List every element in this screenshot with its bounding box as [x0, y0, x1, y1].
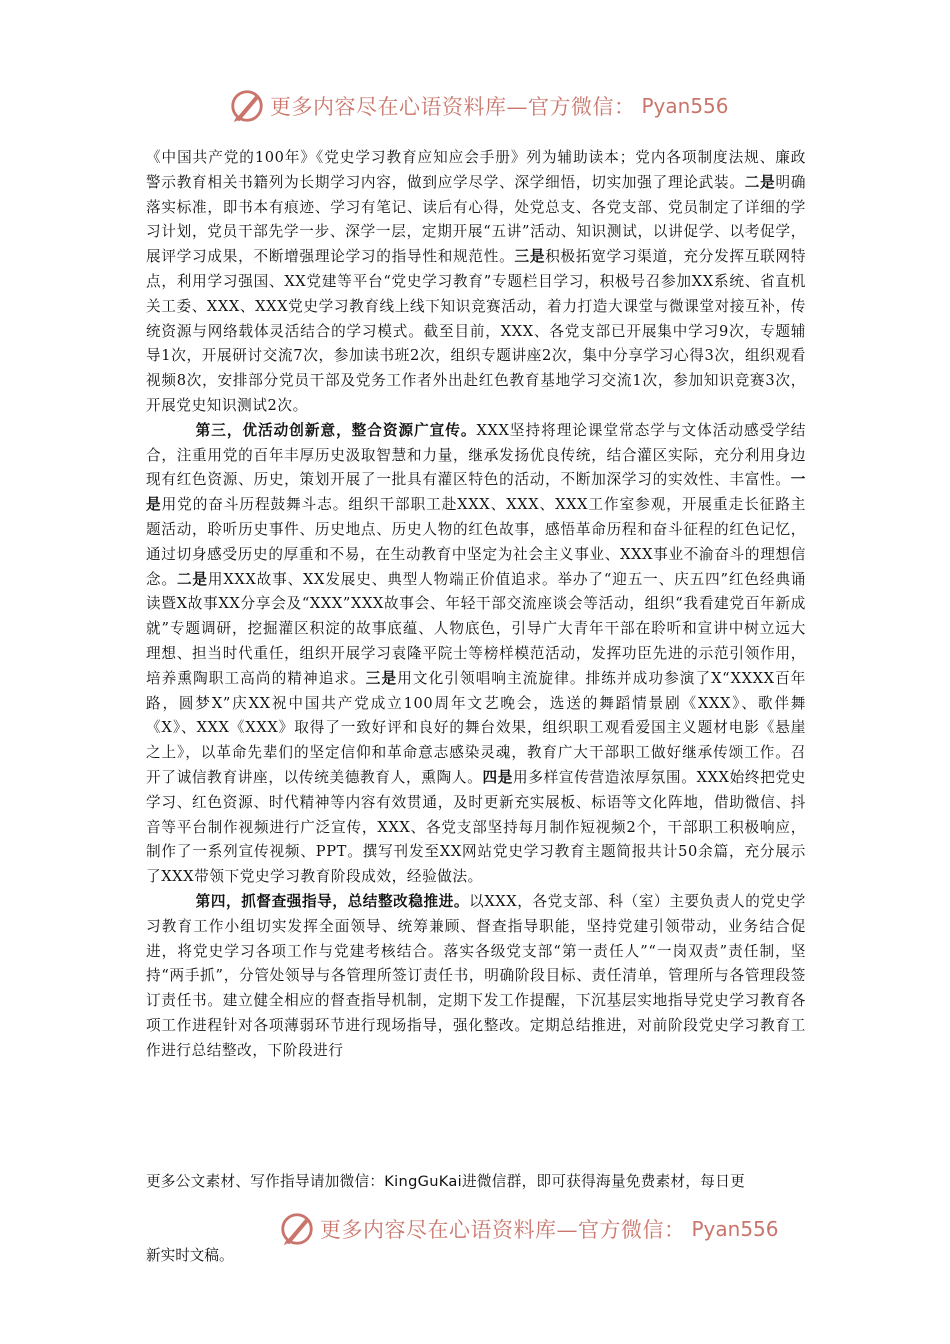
banner-wechat-id: Pyan556: [691, 1217, 779, 1241]
banner-text: 更多内容尽在心语资料库—官方微信：: [320, 1218, 686, 1242]
section-heading-3: 第三，优活动创新意，整合资源广宣传。: [195, 421, 477, 439]
footer-note-continued: 新实时文稿。: [146, 1247, 234, 1264]
footer-note: 更多公文素材、写作指导请加微信：KingGuKai进微信群，即可获得海量免费素材，每日更: [146, 1173, 745, 1190]
paragraph-1: 《中国共产党的100年》《党史学习教育应知应会手册》列为辅助读本；党内各项制度法规、廉政警示教育相关书籍列为长期学习内容，做到应学尽学、深学细悟，切实加强了理论武装。二是明确落实标准，即书本有痕迹、学习有笔记、读后有心得，处党总支、各党支部、党员制定了详细的学习计划，党员干部先学一步、深学一层，定期开展“五讲”活动、知识测试，以讲促学、以考促学，展评学习成果，不断增强理论学习的指导性和规范性。三是积极拓宽学习渠道，充分发挥互联网特点，利用学习强国、XX党建等平台“党史学习教育”专题栏目学习，积极号召参加XX系统、省直机关工委、XXX、XXX党史学习教育线上线下知识竞赛活动，着力打造大课堂与微课堂对接互补，传统资源与网络载体灵活结合的学习模式。截至目前，XXX、各党支部已开展集中学习9次，专题辅导1次，开展研讨交流7次，参加读书班2次，组织专题讲座2次，集中分享学习心得3次，组织观看视频8次，安排部分党员干部及党务工作者外出赴红色教育基地学习交流1次，参加知识竞赛3次，开展党史知识测试2次。: [146, 149, 807, 414]
paragraph-3: 第四，抓督查强指导，总结整改稳推进。以XXX，各党支部、科（室）主要负责人的党史学习教育工作小组切实发挥全面领导、统筹兼顾、督查指导职能，坚持党建引领带动，业务结合促进，将党史学习各项工作与党建考核结合。落实各级党支部“第一责任人”“一岗双责”责任制，坚持“两手抓”，分管处领导与各管理所签订责任书，明确阶段目标、责任清单，管理所与各管理段签订责任书。建立健全相应的督查指导机制，定期下发工作提醒，下沉基层实地指导党史学习教育各项工作进程针对各项薄弱环节进行现场指导，强化整改。定期总结推进，对前阶段党史学习教育工作进行总结整改，下阶段进行: [146, 892, 806, 1059]
document-body: [146, 146, 806, 1063]
section-heading-4: 第四，抓督查强指导，总结整改稳推进。: [195, 892, 470, 910]
pen-brush-logo-icon: [278, 1210, 316, 1248]
pen-brush-logo-icon: [228, 87, 266, 125]
watermark-banner-top: [228, 86, 729, 126]
watermark-banner-bottom: [278, 1209, 779, 1249]
banner-text: 更多内容尽在心语资料库—官方微信：: [270, 95, 636, 119]
banner-wechat-id: Pyan556: [641, 94, 729, 118]
paragraph-2: 第三，优活动创新意，整合资源广宣传。XXX坚持将理论课堂常态学与文体活动感受学结合，注重用党的百年丰厚历史汲取智慧和力量，继承发扬优良传统，结合灌区实际，充分利用身边现有红色资源、历史，策划开展了一批具有灌区特色的活动，不断加深学习的实效性、丰富性。一是用党的奋斗历程鼓舞斗志。组织干部职工赴XXX、XXX、XXX工作室参观，开展重走长征路主题活动，聆听历史事件、历史地点、历史人物的红色故事，感悟革命历程和奋斗征程的红色记忆，通过切身感受历史的厚重和不易，在生动教育中坚定为社会主义事业、XXX事业不渝奋斗的理想信念。二是用XXX故事、XX发展史、典型人物端正价值追求。举办了“迎五一、庆五四”红色经典诵读暨X故事XX分享会及“XXX”XXX故事会、年轻干部交流座谈会等活动，组织“我看建党百年新成就”专题调研，挖掘灌区积淀的故事底蕴、人物底色，引导广大青年干部在聆听和宣讲中树立远大理想、担当时代重任，组织开展学习袁隆平院士等榜样模范活动，发挥功臣先进的示范引领作用，培养熏陶职工高尚的精神追求。三是用文化引领唱响主流旋律。排练并成功参演了X“XXXX百年路，圆梦X”庆XX祝中国共产党成立100周年文艺晚会，选送的舞蹈情景剧《XXX》、歌伴舞《X》、XXX《XXX》取得了一致好评和良好的舞台效果，组织职工观看爱国主义题材电影《悬崖之上》，以革命先辈们的坚定信仰和革命意志感染灵魂，教育广大干部职工做好继承传颂工作。召开了诚信教育讲座，以传统美德教育人，熏陶人。四是用多样宣传营造浓厚氛围。XXX始终把党史学习、红色资源、时代精神等内容有效贯通，及时更新充实展板、标语等文化阵地，借助微信、抖音等平台制作视频进行广泛宣传，XXX、各党支部坚持每月制作短视频2个，干部职工积极响应，制作了一系列宣传视频、PPT。撰写刊发至XX网站党史学习教育主题简报共计50余篇，充分展示了XXX带领下党史学习教育阶段成效，经验做法。: [146, 421, 807, 886]
